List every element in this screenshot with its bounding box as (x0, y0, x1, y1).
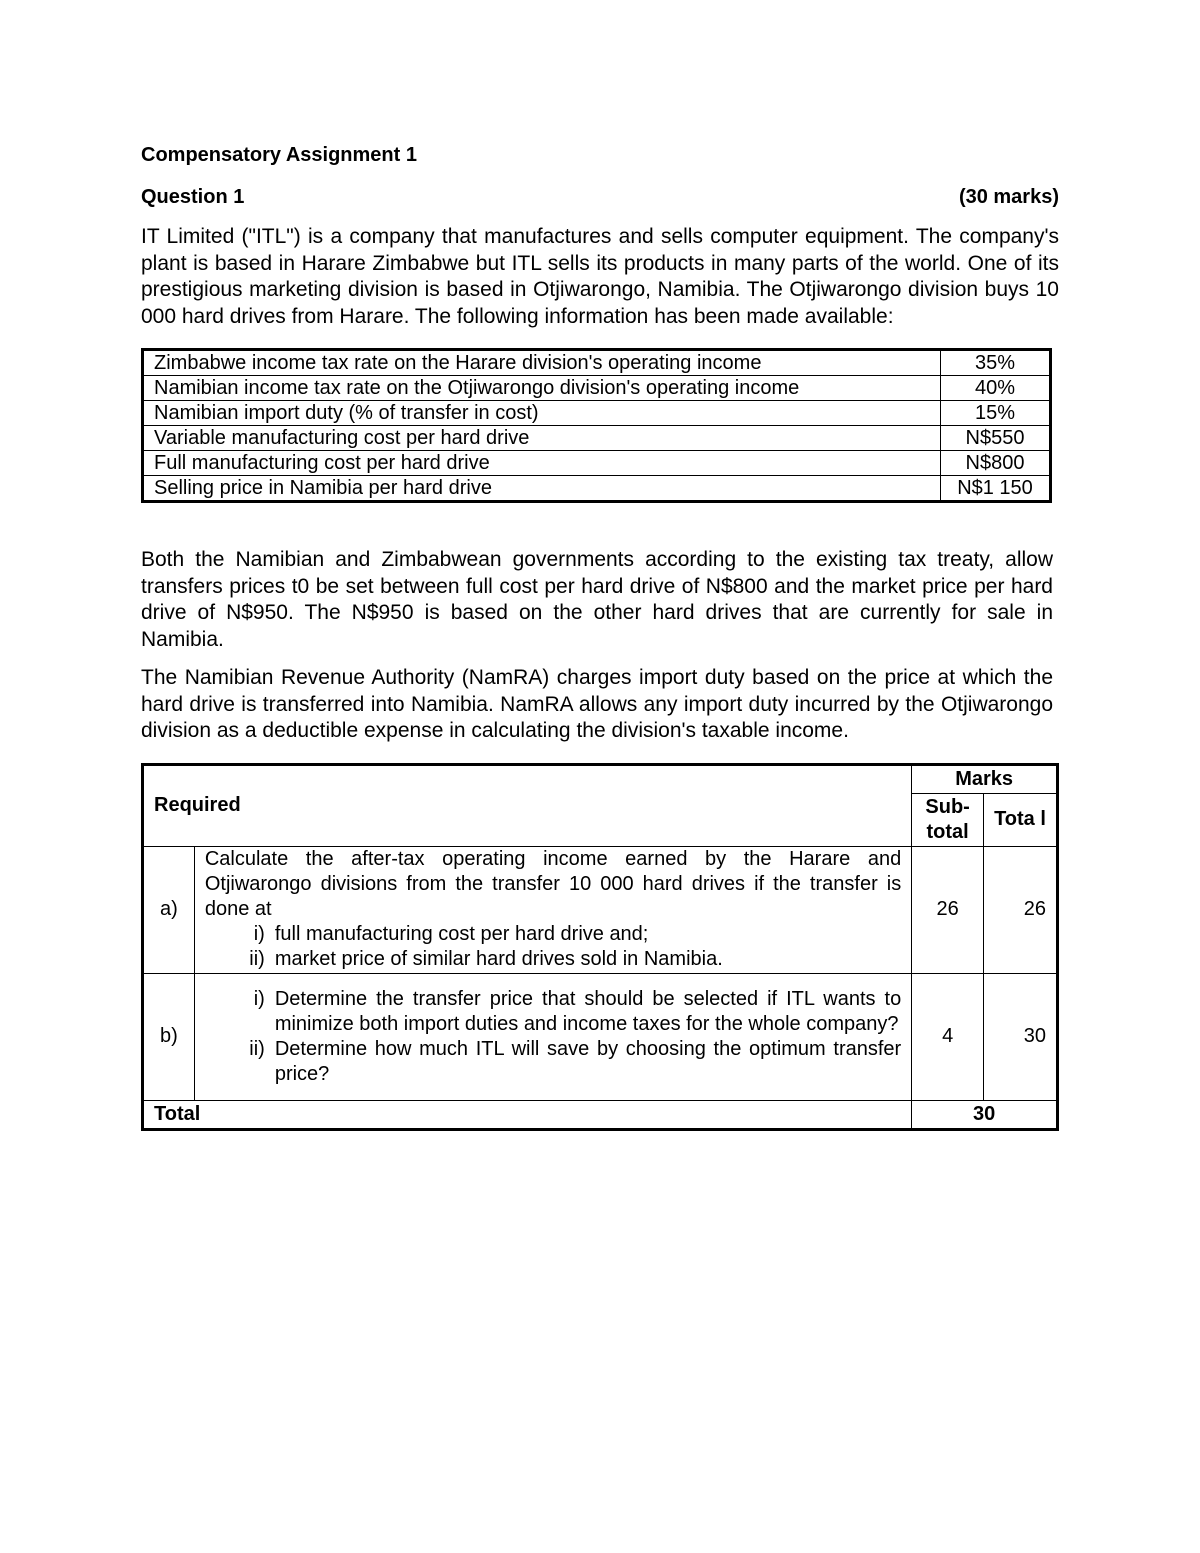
required-table (141, 763, 1059, 1131)
info-label: Zimbabwe income tax rate on the Harare division's operating income (143, 350, 941, 376)
question-label: Question 1 (141, 186, 245, 208)
sub-num: i) (253, 987, 265, 1010)
part-label: b) (143, 973, 195, 1100)
sub-item (205, 1037, 901, 1087)
question-header (141, 182, 1059, 212)
sub-num: ii) (249, 948, 265, 970)
info-label: Namibian import duty (% of transfer in cost) (143, 401, 941, 426)
subtotal-value: 4 (912, 973, 984, 1100)
info-value: N$800 (941, 451, 1051, 476)
info-row (143, 451, 1051, 476)
part-text: Calculate the after-tax operating income earned by the Harare and Otjiwarongo divisions from the transfer 10 000 hard drives if the transfer is done at (204, 848, 902, 920)
info-value: 15% (941, 401, 1051, 426)
subtotal-label: Sub-total (912, 793, 984, 846)
info-value: N$1 150 (941, 476, 1051, 502)
marks-header-row (143, 764, 1058, 793)
info-label: Selling price in Namibia per hard drive (143, 476, 941, 502)
total-label: Total (143, 1100, 912, 1129)
sub-item (205, 947, 901, 972)
info-row (143, 426, 1051, 451)
total-value: 30 (984, 973, 1058, 1100)
info-row (143, 401, 1051, 426)
info-table (141, 348, 1052, 503)
namra-paragraph: The Namibian Revenue Authority (NamRA) charges import duty based on the price at which the hard drive is transferred into Namibia. NamRA allows any import duty incurred by the Otjiwarongo division as a deductible expense in calculating the division's taxable income. (141, 666, 1053, 742)
grand-total-value: 30 (912, 1100, 1058, 1129)
info-label: Namibian income tax rate on the Otjiwarongo division's operating income (143, 376, 941, 401)
info-label: Full manufacturing cost per hard drive (143, 451, 941, 476)
question-row-b (143, 973, 1058, 1100)
document-title: Compensatory Assignment 1 (141, 144, 417, 166)
sub-text: full manufacturing cost per hard drive and; (274, 923, 649, 945)
sub-text: Determine the transfer price that should be selected if ITL wants to minimize both import duties and income taxes for the whole company? (274, 987, 902, 1035)
subtotal-value: 26 (912, 846, 984, 973)
sub-text: Determine how much ITL will save by choosing the optimum transfer price? (274, 1037, 902, 1085)
info-value: 40% (941, 376, 1051, 401)
sub-num: ii) (249, 1037, 265, 1060)
info-label: Variable manufacturing cost per hard drive (143, 426, 941, 451)
total-col-label: Tota l (984, 793, 1058, 846)
question-marks: (30 marks) (958, 186, 1059, 208)
part-description (194, 846, 911, 973)
document-page (141, 140, 1059, 1131)
sub-num: i) (253, 923, 265, 945)
total-row (143, 1100, 1058, 1129)
info-value: 35% (941, 350, 1051, 376)
sub-item (205, 987, 901, 1037)
sub-item (205, 922, 901, 947)
info-row (143, 376, 1051, 401)
info-row (143, 350, 1051, 376)
total-value: 26 (984, 846, 1058, 973)
info-row (143, 476, 1051, 502)
part-description (194, 973, 911, 1100)
marks-label: Marks (912, 764, 1058, 793)
required-label: Required (143, 764, 912, 846)
question-row-a (143, 846, 1058, 973)
tax-treaty-paragraph: Both the Namibian and Zimbabwean governments according to the existing tax treaty, allow transfers prices t0 be set between full cost per hard drive of N$800 and the market price per hard drive of N$950. The N$950 is based on the other hard drives that are currently for sale in Namibia. (141, 548, 1053, 651)
sub-text: market price of similar hard drives sold in Namibia. (274, 948, 723, 970)
info-value: N$550 (941, 426, 1051, 451)
part-label: a) (143, 846, 195, 973)
intro-paragraph: IT Limited ("ITL") is a company that manufactures and sells computer equipment. The company's plant is based in Harare Zimbabwe but ITL sells its products in many parts of the world. One of its prestigious marketing division is based in Otjiwarongo, Namibia. The Otjiwarongo division buys 10 000 hard drives from Harare. The following information has been made available: (141, 225, 1059, 328)
